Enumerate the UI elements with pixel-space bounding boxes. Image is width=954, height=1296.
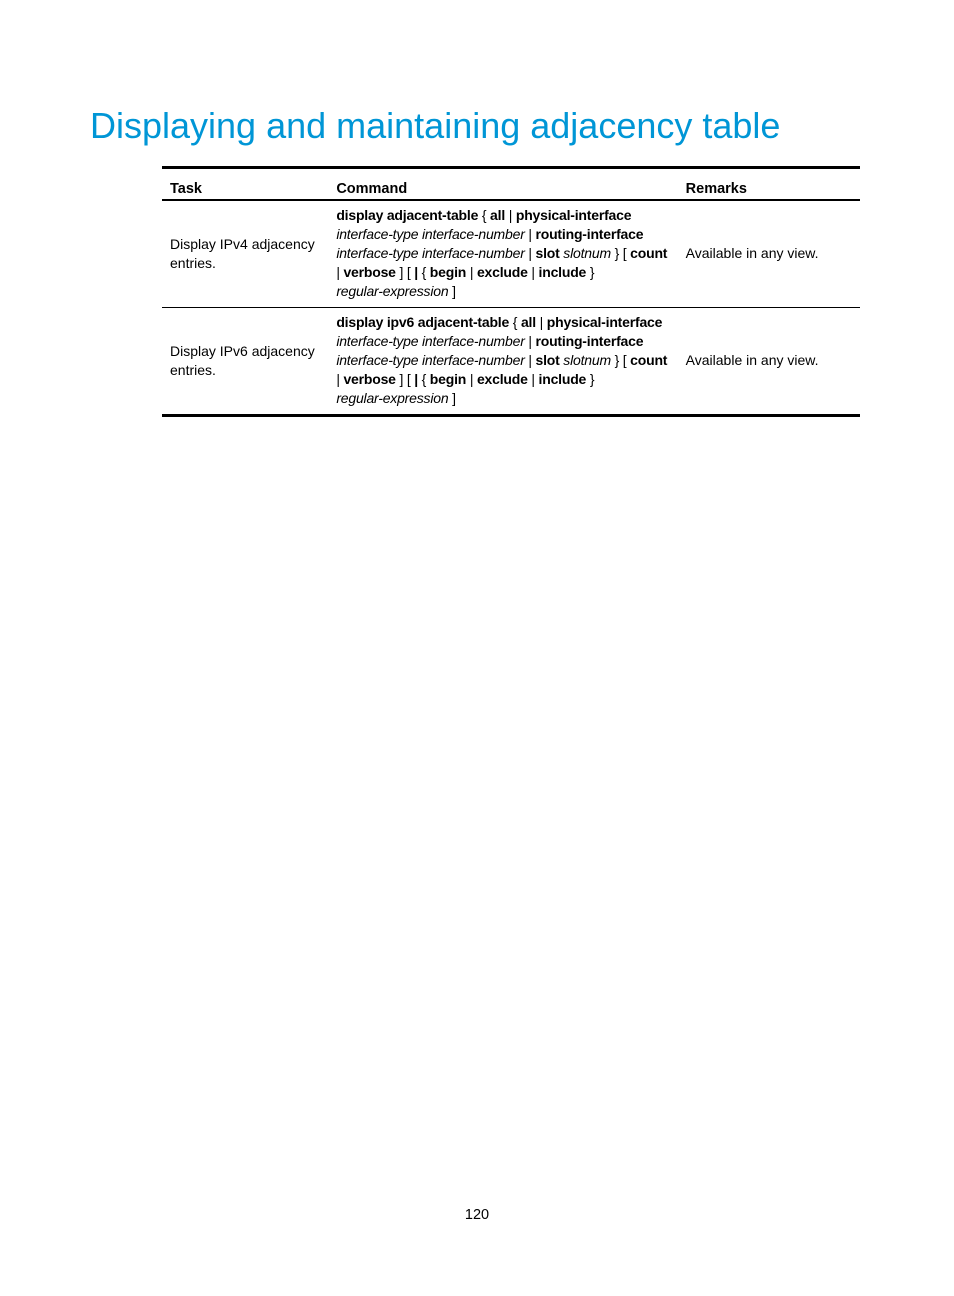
- command-keyword: display adjacent-table: [336, 207, 479, 223]
- command-syntax: |: [527, 264, 539, 280]
- command-keyword: slot: [535, 245, 560, 261]
- table-row: [162, 308, 860, 416]
- command-keyword: routing-interface: [535, 333, 644, 349]
- command-syntax: |: [336, 264, 344, 280]
- command-syntax: ]: [448, 390, 456, 406]
- command-line: [336, 370, 669, 389]
- command-table: [162, 166, 860, 417]
- header-command: Command: [328, 168, 677, 201]
- command-argument: slotnum: [563, 245, 611, 261]
- command-syntax: {: [509, 314, 521, 330]
- command-keyword: count: [630, 352, 668, 368]
- command-argument: regular-expression: [336, 390, 449, 406]
- command-cell: [328, 200, 677, 308]
- command-keyword: all: [490, 207, 506, 223]
- command-syntax: ] [: [395, 264, 415, 280]
- command-syntax: ]: [448, 283, 456, 299]
- command-keyword: physical-interface: [515, 207, 632, 223]
- page-title: Displaying and maintaining adjacency table: [90, 105, 781, 146]
- command-syntax: }: [586, 264, 595, 280]
- command-line: [336, 225, 669, 244]
- command-keyword: verbose: [343, 264, 396, 280]
- command-keyword: begin: [429, 264, 467, 280]
- header-row: [162, 168, 860, 201]
- header-task: Task: [162, 168, 328, 201]
- command-line: [336, 332, 669, 351]
- command-keyword: count: [630, 245, 668, 261]
- command-line: [336, 313, 669, 332]
- command-syntax: |: [524, 226, 536, 242]
- command-line: [336, 244, 669, 263]
- task-cell: Display IPv4 adjacency entries.: [162, 200, 328, 308]
- command-keyword: begin: [429, 371, 467, 387]
- command-keyword: routing-interface: [535, 226, 644, 242]
- command-syntax: |: [524, 352, 536, 368]
- command-keyword: |: [414, 264, 418, 280]
- command-keyword: |: [414, 371, 418, 387]
- command-keyword: exclude: [476, 264, 528, 280]
- command-argument: interface-type interface-number: [336, 226, 525, 242]
- task-cell: Display IPv6 adjacency entries.: [162, 308, 328, 416]
- command-syntax: ] [: [395, 371, 415, 387]
- command-syntax: |: [524, 333, 536, 349]
- command-line: [336, 282, 669, 301]
- command-syntax: }: [586, 371, 595, 387]
- command-argument: slotnum: [563, 352, 611, 368]
- table-row: [162, 200, 860, 308]
- command-argument: interface-type interface-number: [336, 352, 525, 368]
- command-syntax: } [: [610, 245, 631, 261]
- command-argument: interface-type interface-number: [336, 245, 525, 261]
- command-keyword: physical-interface: [546, 314, 663, 330]
- command-syntax: {: [417, 264, 430, 280]
- header-remarks: Remarks: [678, 168, 860, 201]
- command-line: [336, 263, 669, 282]
- command-syntax: |: [527, 371, 539, 387]
- page-number: 120: [464, 1207, 490, 1223]
- command-syntax: |: [505, 207, 516, 223]
- command-keyword: include: [538, 371, 587, 387]
- command-keyword: exclude: [476, 371, 528, 387]
- command-cell: [328, 308, 677, 416]
- command-syntax: |: [466, 371, 477, 387]
- command-syntax: } [: [610, 352, 631, 368]
- command-syntax: |: [336, 371, 344, 387]
- command-syntax: |: [535, 314, 547, 330]
- command-syntax: |: [466, 264, 477, 280]
- command-keyword: verbose: [343, 371, 396, 387]
- command-syntax: |: [524, 245, 536, 261]
- command-keyword: all: [520, 314, 536, 330]
- command-keyword: include: [538, 264, 587, 280]
- table-header: [162, 168, 860, 201]
- command-syntax: {: [478, 207, 491, 223]
- remarks-cell: Available in any view.: [678, 200, 860, 308]
- command-syntax: {: [417, 371, 430, 387]
- command-line: [336, 206, 669, 225]
- command-keyword: display ipv6 adjacent-table: [336, 314, 510, 330]
- command-line: [336, 351, 669, 370]
- command-keyword: slot: [535, 352, 560, 368]
- command-argument: interface-type interface-number: [336, 333, 525, 349]
- remarks-cell: Available in any view.: [678, 308, 860, 416]
- command-line: [336, 389, 669, 408]
- command-argument: regular-expression: [336, 283, 449, 299]
